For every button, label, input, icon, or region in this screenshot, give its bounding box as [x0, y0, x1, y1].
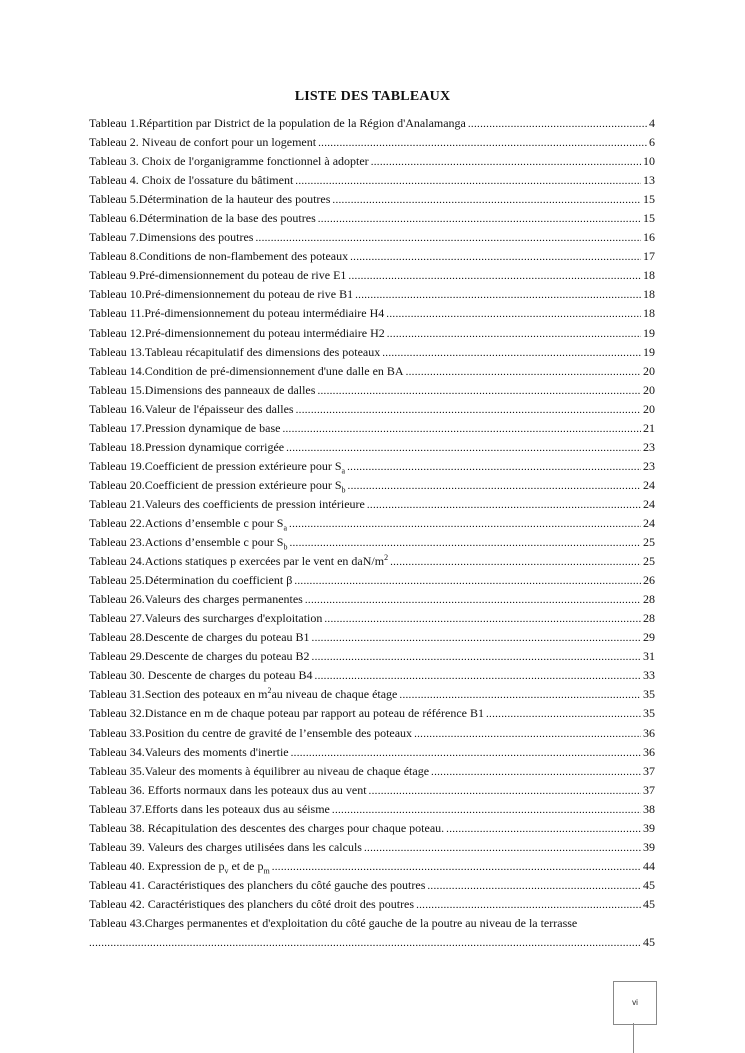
toc-entry-page: 15 — [643, 192, 655, 207]
toc-entry[interactable] — [89, 476, 655, 495]
toc-entry[interactable] — [89, 438, 655, 457]
toc-entry-label — [89, 838, 362, 857]
toc-entry[interactable] — [89, 285, 655, 304]
toc-dot-leader — [332, 191, 641, 210]
toc-entry-superscript: 2 — [384, 553, 389, 563]
toc-entry-text: Tableau 41. Caractéristiques des planchers du côté gauche des poutres — [89, 877, 426, 892]
toc-entry[interactable] — [89, 152, 655, 171]
toc-entry-text: Tableau 36. Efforts normaux dans les poteaux dus au vent — [89, 782, 367, 797]
toc-dot-leader — [414, 725, 641, 744]
toc-entry-page: 35 — [643, 706, 655, 721]
toc-entry-page: 36 — [643, 744, 655, 759]
toc-entry[interactable] — [89, 324, 655, 343]
toc-entry-page: 18 — [643, 306, 655, 321]
toc-entry[interactable] — [89, 590, 655, 609]
toc-entry-page: 20 — [643, 363, 655, 378]
toc-entry-label — [89, 533, 287, 552]
toc-entry-page: 24 — [643, 515, 655, 530]
page-number: vi — [632, 998, 638, 1007]
toc-entry[interactable] — [89, 914, 655, 933]
toc-entry-text: Tableau 21.Valeurs des coefficients de pression intérieure — [89, 496, 365, 511]
toc-entry[interactable] — [89, 362, 655, 381]
toc-entry-page: 17 — [643, 249, 655, 264]
toc-entry-label — [89, 266, 346, 285]
toc-entry-page: 20 — [643, 382, 655, 397]
toc-entry-label — [89, 438, 284, 457]
toc-entry-text: Tableau 17.Pression dynamique de base — [89, 420, 281, 435]
toc-entry-page: 4 — [649, 116, 655, 130]
toc-entry[interactable] — [89, 800, 655, 819]
toc-entry-label — [89, 190, 330, 209]
toc-dot-leader — [446, 820, 641, 839]
toc-entry-text: Tableau 16.Valeur de l'épaisseur des dalles — [89, 401, 294, 416]
toc-entry[interactable] — [89, 133, 655, 152]
toc-entry-text: Tableau 25.Détermination du coefficient β — [89, 573, 293, 588]
toc-entry-label — [89, 209, 316, 228]
toc-entry[interactable] — [89, 685, 655, 704]
toc-dot-leader — [382, 344, 641, 363]
toc-entry-subscript: m — [263, 866, 270, 876]
table-of-contents — [89, 114, 655, 952]
toc-entry[interactable] — [89, 400, 655, 419]
toc-entry-page: 38 — [643, 801, 655, 816]
toc-dot-leader — [312, 629, 641, 648]
toc-entry-label — [89, 457, 345, 476]
toc-entry-label — [89, 819, 444, 838]
toc-entry-label — [89, 666, 313, 685]
toc-entry-label — [89, 685, 397, 704]
toc-entry-subscript: a — [341, 466, 346, 476]
toc-entry-label: Tableau 43.Charges permanentes et d'exploitation du côté gauche de la poutre au niveau de la terrasse — [89, 915, 578, 930]
toc-entry-page: 23 — [643, 458, 655, 473]
toc-entry[interactable] — [89, 876, 655, 895]
toc-dot-leader — [305, 591, 641, 610]
toc-entry-subscript: a — [283, 523, 288, 533]
toc-dot-leader — [294, 572, 641, 591]
toc-entry-label — [89, 647, 310, 666]
toc-entry[interactable] — [89, 724, 655, 743]
toc-entry-page: 37 — [643, 763, 655, 778]
toc-dot-leader — [282, 420, 641, 439]
toc-dot-leader — [295, 172, 641, 191]
toc-dot-leader — [312, 648, 641, 667]
toc-entry[interactable] — [89, 857, 655, 876]
toc-dot-leader — [468, 115, 647, 134]
toc-entry-text: Tableau 10.Pré-dimensionnement du poteau de rive B1 — [89, 287, 354, 302]
toc-dot-leader — [355, 286, 641, 305]
toc-dot-leader — [406, 363, 641, 382]
page-number-box — [613, 981, 657, 1025]
toc-entry-page: 6 — [649, 135, 655, 150]
toc-entry[interactable] — [89, 304, 655, 323]
toc-entry-label — [89, 133, 316, 152]
toc-entry-page: 28 — [643, 592, 655, 607]
toc-dot-leader — [348, 267, 641, 286]
toc-entry-label — [89, 609, 322, 628]
toc-entry-label — [89, 571, 292, 590]
toc-entry-label — [89, 228, 253, 247]
toc-entry-label — [89, 895, 414, 914]
toc-entry-label — [89, 152, 369, 171]
toc-entry-page: 35 — [643, 687, 655, 702]
toc-entry-page: 19 — [643, 325, 655, 340]
toc-entry-label — [89, 876, 425, 895]
toc-entry[interactable] — [89, 838, 655, 857]
toc-entry[interactable] — [89, 704, 655, 723]
toc-entry-text: Tableau 5.Détermination de la hauteur des poutres — [89, 192, 331, 207]
toc-dot-leader — [486, 705, 641, 724]
toc-entry-label — [89, 514, 287, 533]
toc-entry[interactable] — [89, 552, 655, 571]
toc-entry-label — [89, 476, 346, 495]
toc-dot-leader — [89, 934, 641, 953]
toc-entry-page: 37 — [643, 782, 655, 797]
toc-dot-leader — [348, 477, 641, 496]
toc-entry-text: Tableau 13.Tableau récapitulatif des dimensions des poteaux — [89, 344, 381, 359]
toc-entry-page: 16 — [643, 230, 655, 245]
toc-entry[interactable] — [89, 628, 655, 647]
toc-entry-text: Tableau 4. Choix de l'ossature du bâtiment — [89, 173, 294, 188]
toc-dot-leader — [399, 686, 641, 705]
toc-dot-leader — [390, 553, 641, 572]
toc-entry[interactable] — [89, 743, 655, 762]
toc-entry-page: 28 — [643, 611, 655, 626]
toc-entry-text: Tableau 15.Dimensions des panneaux de dalles — [89, 382, 316, 397]
toc-entry-text: Tableau 32.Distance en m de chaque poteau par rapport au poteau de référence B1 — [89, 706, 484, 721]
toc-entry[interactable] — [89, 514, 655, 533]
toc-dot-leader — [431, 763, 641, 782]
toc-dot-leader — [272, 858, 641, 877]
toc-entry[interactable] — [89, 457, 655, 476]
toc-entry-page: 39 — [643, 820, 655, 835]
toc-entry-label — [89, 552, 388, 571]
toc-entry[interactable] — [89, 343, 655, 362]
toc-entry[interactable] — [89, 171, 655, 190]
toc-dot-leader — [318, 134, 647, 153]
toc-entry-label — [89, 704, 484, 723]
toc-entry-label — [89, 743, 289, 762]
toc-entry-text: Tableau 26.Valeurs des charges permanentes — [89, 592, 303, 607]
toc-dot-leader — [291, 744, 641, 763]
toc-entry-text: Tableau 22.Actions d’ensemble c pour S — [89, 515, 284, 530]
toc-entry-text: Tableau 9.Pré-dimensionnement du poteau de rive E1 — [89, 268, 347, 283]
toc-entry-text: Tableau 39. Valeurs des charges utilisées dans les calculs — [89, 839, 362, 854]
toc-entry-text: Tableau 8.Conditions de non-flambement des poteaux — [89, 249, 349, 264]
toc-entry-label — [89, 381, 315, 400]
toc-entry[interactable] — [89, 247, 655, 266]
toc-entry-text: Tableau 2. Niveau de confort pour un logement — [89, 135, 317, 150]
toc-entry[interactable] — [89, 762, 655, 781]
toc-dot-leader — [369, 782, 641, 801]
toc-entry-text: Tableau 19.Coefficient de pression extérieure pour S — [89, 458, 342, 473]
toc-entry-text: Tableau 24.Actions statiques p exercées par le vent en daN/m — [89, 554, 385, 569]
toc-entry[interactable] — [89, 819, 655, 838]
toc-entry-text: Tableau 11.Pré-dimensionnement du poteau intermédiaire H4 — [89, 306, 385, 321]
toc-entry[interactable] — [89, 114, 655, 133]
toc-entry-page: 36 — [643, 725, 655, 740]
toc-entry[interactable] — [89, 895, 655, 914]
toc-dot-leader — [255, 229, 641, 248]
toc-entry-text: Tableau 7.Dimensions des poutres — [89, 230, 254, 245]
toc-entry-label — [89, 419, 280, 438]
toc-entry-label — [89, 247, 348, 266]
toc-entry[interactable] — [89, 666, 655, 685]
toc-dot-leader — [364, 839, 641, 858]
toc-entry-text: Tableau 29.Descente de charges du poteau B2 — [89, 649, 310, 664]
toc-entry-label — [89, 590, 303, 609]
toc-entry-page: 21 — [643, 420, 655, 435]
toc-entry-page: 44 — [643, 858, 655, 873]
toc-entry-page: 31 — [643, 649, 655, 664]
toc-entry-page: 10 — [643, 154, 655, 169]
toc-dot-leader — [347, 458, 641, 477]
toc-entry-page: 24 — [643, 477, 655, 492]
toc-dot-leader — [416, 896, 641, 915]
toc-entry-page: 45 — [643, 935, 655, 950]
toc-dot-leader — [427, 877, 641, 896]
toc-entry-text: Tableau 37.Efforts dans les poteaux dus au séisme — [89, 801, 330, 816]
toc-entry-text: Tableau 14.Condition de pré-dimensionnement d'une dalle en BA — [89, 363, 404, 378]
toc-entry-label — [89, 781, 367, 800]
toc-entry-superscript: 2 — [267, 686, 272, 696]
toc-entry[interactable] — [89, 190, 655, 209]
toc-entry-page: 20 — [643, 401, 655, 416]
toc-entry-text: Tableau 20.Coefficient de pression extérieure pour S — [89, 477, 342, 492]
toc-entry-label — [89, 762, 429, 781]
toc-entry-label — [89, 400, 294, 419]
toc-entry-text: Tableau 34.Valeurs des moments d'inertie — [89, 744, 289, 759]
toc-entry-label — [89, 724, 412, 743]
toc-entry[interactable] — [89, 647, 655, 666]
toc-entry-continuation — [89, 933, 655, 952]
toc-entry-page: 39 — [643, 839, 655, 854]
toc-entry-text: Tableau 18.Pression dynamique corrigée — [89, 439, 285, 454]
toc-entry-label — [89, 285, 353, 304]
toc-dot-leader — [317, 382, 641, 401]
toc-dot-leader — [387, 325, 641, 344]
toc-dot-leader — [367, 496, 641, 515]
toc-entry[interactable] — [89, 209, 655, 228]
page-title: LISTE DES TABLEAUX — [294, 89, 451, 104]
toc-entry-page: 25 — [643, 535, 655, 550]
toc-entry-label — [89, 800, 330, 819]
toc-dot-leader — [296, 401, 641, 420]
toc-entry-text: Tableau 31.Section des poteaux en m — [89, 687, 268, 702]
toc-entry-text-continued: au niveau de chaque étage — [271, 687, 398, 702]
toc-entry-label — [89, 171, 293, 190]
toc-entry[interactable] — [89, 609, 655, 628]
toc-entry-page: 26 — [643, 573, 655, 588]
toc-entry-label — [89, 304, 384, 323]
toc-dot-leader — [318, 210, 641, 229]
toc-dot-leader — [386, 305, 641, 324]
toc-entry[interactable] — [89, 419, 655, 438]
toc-entry[interactable] — [89, 495, 655, 514]
toc-dot-leader — [324, 610, 641, 629]
toc-entry-page: 15 — [643, 211, 655, 226]
toc-entry-text: Tableau 30. Descente de charges du poteau B4 — [89, 668, 313, 683]
page-number-line — [633, 1023, 634, 1053]
toc-entry-text: Tableau 28.Descente de charges du poteau B1 — [89, 630, 310, 645]
toc-entry-page: 18 — [643, 268, 655, 283]
toc-dot-leader — [332, 801, 641, 820]
toc-entry-text: Tableau 6.Détermination de la base des poutres — [89, 211, 316, 226]
toc-entry-page: 13 — [643, 173, 655, 188]
toc-entry-subscript: v — [224, 866, 229, 876]
toc-entry-text: Tableau 23.Actions d’ensemble c pour S — [89, 535, 284, 550]
toc-entry-page: 29 — [643, 630, 655, 645]
toc-entry[interactable] — [89, 381, 655, 400]
toc-entry-subscript: b — [283, 542, 288, 552]
toc-entry-subscript: b — [341, 485, 346, 495]
toc-entry-page: 45 — [643, 896, 655, 911]
toc-dot-leader — [315, 667, 641, 686]
toc-dot-leader — [350, 248, 641, 267]
toc-entry-label — [89, 362, 404, 381]
toc-entry-text: Tableau 40. Expression de p — [89, 858, 225, 873]
toc-entry-page: 33 — [643, 668, 655, 683]
toc-entry[interactable] — [89, 571, 655, 590]
toc-dot-leader — [289, 534, 641, 553]
toc-entry-label — [89, 343, 380, 362]
toc-entry-page: 23 — [643, 439, 655, 454]
toc-entry-label — [89, 628, 310, 647]
toc-entry-text: Tableau 12.Pré-dimensionnement du poteau intermédiaire H2 — [89, 325, 385, 340]
toc-entry-page: 18 — [643, 287, 655, 302]
toc-entry-text: Tableau 33.Position du centre de gravité de l’ensemble des poteaux — [89, 725, 413, 740]
toc-entry-page: 19 — [643, 344, 655, 359]
toc-entry-label — [89, 114, 466, 133]
toc-entry-page: 25 — [643, 554, 655, 569]
toc-entry-text: Tableau 1.Répartition par District de la population de la Région d'Analamanga — [89, 116, 466, 130]
toc-entry-text-continued: et de p — [228, 858, 264, 873]
toc-entry-label — [89, 857, 270, 876]
toc-entry[interactable] — [89, 266, 655, 285]
toc-entry[interactable] — [89, 781, 655, 800]
toc-dot-leader — [286, 439, 641, 458]
toc-entry-text: Tableau 42. Caractéristiques des planchers du côté droit des poutres — [89, 896, 415, 911]
toc-entry[interactable] — [89, 533, 655, 552]
toc-entry-text: Tableau 27.Valeurs des surcharges d'exploitation — [89, 611, 323, 626]
toc-dot-leader — [371, 153, 641, 172]
toc-entry-text: Tableau 38. Récapitulation des descentes des charges pour chaque poteau. — [89, 820, 445, 835]
toc-dot-leader — [289, 515, 641, 534]
toc-entry-page: 24 — [643, 496, 655, 511]
toc-entry-label — [89, 495, 365, 514]
toc-entry-text: Tableau 35.Valeur des moments à équilibrer au niveau de chaque étage — [89, 763, 430, 778]
toc-entry-text: Tableau 3. Choix de l'organigramme fonctionnel à adopter — [89, 154, 369, 169]
toc-entry-page: 45 — [643, 877, 655, 892]
toc-entry-label — [89, 324, 385, 343]
toc-entry[interactable] — [89, 228, 655, 247]
